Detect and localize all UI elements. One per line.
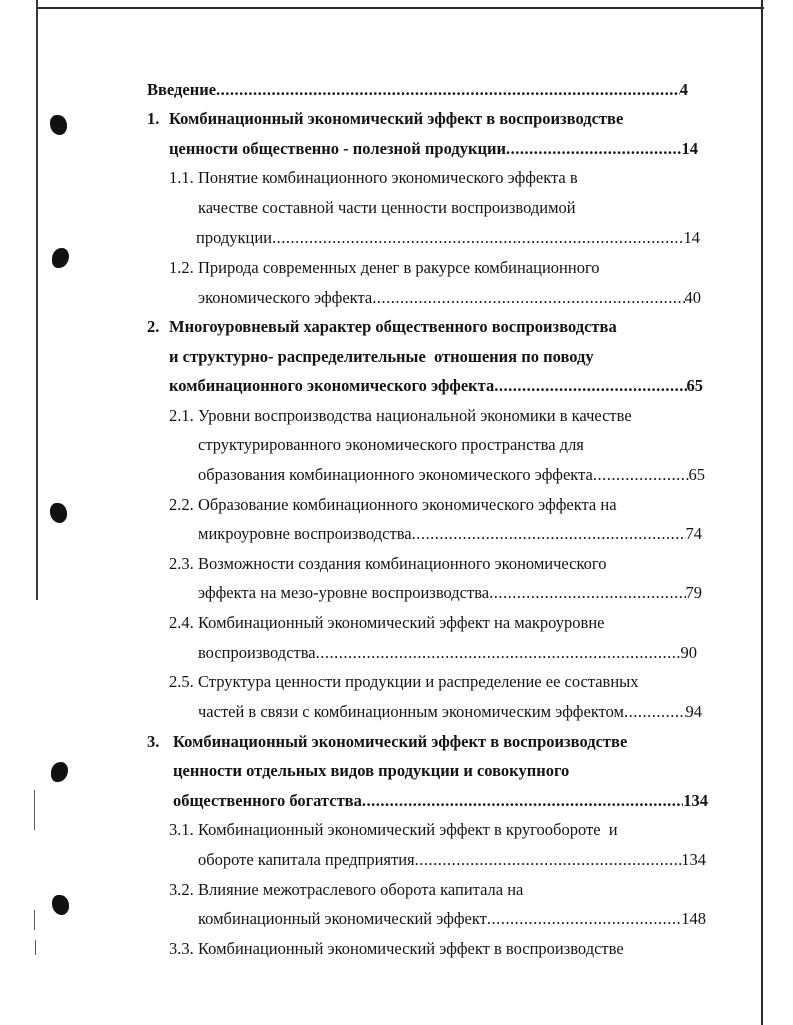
toc-entry-title: воспроизводства xyxy=(198,643,316,662)
toc-section-1-1 xyxy=(169,166,578,190)
toc-entry-title: Комбинационный экономический эффект в воспроизводстве xyxy=(173,732,628,751)
toc-entry-title: микроуровне воспроизводства xyxy=(198,524,412,543)
toc-entry-title: Структура ценности продукции и распределение ее составных xyxy=(198,672,639,691)
toc-section-3-2-line xyxy=(198,907,706,931)
toc-page-number: 65 xyxy=(688,465,705,484)
toc-section-number: 1.1. xyxy=(169,168,194,187)
toc-entry-title: Понятие комбинационного экономического эффекта в xyxy=(198,168,578,187)
toc-section-3-3 xyxy=(169,937,624,961)
toc-section-3-1-line xyxy=(198,848,706,872)
toc-section-2-5 xyxy=(169,670,639,694)
toc-section-number: 1.2. xyxy=(169,258,194,277)
toc-leader-dots xyxy=(272,226,683,250)
toc-entry-title: Возможности создания комбинационного экономического xyxy=(198,554,607,573)
toc-entry-title: ценности отдельных видов продукции и совокупного xyxy=(173,761,570,780)
toc-leader-dots xyxy=(494,374,686,398)
toc-leader-dots xyxy=(593,463,689,487)
toc-chapter-3-heading xyxy=(147,730,627,754)
toc-entry-title: Введение xyxy=(147,80,217,99)
toc-leader-dots xyxy=(624,700,686,724)
toc-leader-dots xyxy=(487,907,681,931)
toc-chapter-1-heading xyxy=(147,107,623,131)
toc-chapter-number: 2. xyxy=(147,317,160,336)
toc-section-2-3 xyxy=(169,552,607,576)
toc-chapter-2-line xyxy=(169,374,703,398)
toc-section-2-1-line xyxy=(198,463,705,487)
toc-entry-title: качестве составной части ценности воспроизводимой xyxy=(198,198,576,217)
toc-leader-dots xyxy=(362,789,683,813)
toc-entry-title: комбинационный экономический эффект xyxy=(198,909,487,928)
toc-entry-title: образования комбинационного экономического эффекта xyxy=(198,465,593,484)
toc-section-number: 2.2. xyxy=(169,495,194,514)
toc-entry-title: Природа современных денег в ракурсе комбинационного xyxy=(198,258,600,277)
toc-section-3-2 xyxy=(169,878,523,902)
toc-section-number: 3.1. xyxy=(169,820,194,839)
toc-leader-dots xyxy=(372,286,684,310)
toc-leader-dots xyxy=(506,137,681,161)
toc-chapter-3-line xyxy=(173,759,569,783)
toc-entry-intro xyxy=(147,78,688,102)
toc-page-number: 134 xyxy=(683,791,708,810)
toc-entry-title: общественного богатства xyxy=(173,791,362,810)
toc-entry-title: Влияние межотраслевого оборота капитала на xyxy=(198,880,524,899)
toc-entry-title: Комбинационный экономический эффект на макроуровне xyxy=(198,613,605,632)
toc-entry-title: обороте капитала предприятия xyxy=(198,850,415,869)
toc-page-number: 4 xyxy=(679,80,688,99)
toc-entry-title: Комбинационный экономический эффект в воспроизводстве xyxy=(198,939,624,958)
toc-chapter-1-line xyxy=(169,137,698,161)
toc-section-number: 2.3. xyxy=(169,554,194,573)
toc-entry-title: экономического эффекта xyxy=(198,288,373,307)
toc-section-1-1-line xyxy=(196,226,700,250)
toc-section-2-4-line xyxy=(198,641,697,665)
toc-entry-title: эффекта на мезо-уровне воспроизводства xyxy=(198,583,490,602)
toc-chapter-2-heading xyxy=(147,315,617,339)
toc-chapter-2-line xyxy=(169,345,594,369)
toc-entry-title: и структурно- распределительные отношения по поводу xyxy=(169,347,594,366)
toc-section-number: 2.4. xyxy=(169,613,194,632)
toc-entry-title: структурированного экономического пространства для xyxy=(198,435,584,454)
toc-chapter-3-line xyxy=(173,789,708,813)
toc-section-2-1 xyxy=(169,404,632,428)
toc-chapter-number: 3. xyxy=(147,732,160,751)
toc-section-number: 2.5. xyxy=(169,672,194,691)
toc-page-number: 94 xyxy=(685,702,702,721)
toc-leader-dots xyxy=(412,522,686,546)
toc-page-number: 90 xyxy=(680,643,697,662)
toc-entry-title: Многоуровневый характер общественного воспроизводства xyxy=(169,317,617,336)
toc-page-number: 14 xyxy=(683,228,700,247)
toc-section-3-1 xyxy=(169,818,618,842)
toc-section-2-2 xyxy=(169,493,617,517)
toc-page-number: 14 xyxy=(681,139,698,158)
toc-section-2-5-line xyxy=(198,700,702,724)
toc-page-number: 40 xyxy=(684,288,701,307)
toc-entry-title: продукции xyxy=(196,228,273,247)
toc-section-2-4 xyxy=(169,611,605,635)
toc-section-2-2-line xyxy=(198,522,702,546)
toc-entry-title: Образование комбинационного экономического эффекта на xyxy=(198,495,617,514)
toc-entry-title: комбинационного экономического эффекта xyxy=(169,376,495,395)
toc-page-number: 65 xyxy=(686,376,703,395)
toc-entry-title: частей в связи с комбинационным экономическим эффектом xyxy=(198,702,624,721)
toc-section-1-2 xyxy=(169,256,600,280)
toc-leader-dots xyxy=(489,581,685,605)
toc-section-number: 3.2. xyxy=(169,880,194,899)
toc-page-number: 74 xyxy=(685,524,702,543)
toc-section-2-1-line xyxy=(198,433,584,457)
toc-section-number: 3.3. xyxy=(169,939,194,958)
toc-leader-dots xyxy=(316,641,681,665)
toc-leader-dots xyxy=(216,78,680,102)
toc-page-number: 134 xyxy=(681,850,706,869)
toc-entry-title: Комбинационный экономический эффект в воспроизводстве xyxy=(169,109,624,128)
toc-entry-title: Комбинационный экономический эффект в кругообороте и xyxy=(198,820,618,839)
toc-section-2-3-line xyxy=(198,581,702,605)
toc-page-number: 148 xyxy=(681,909,706,928)
toc-entry-title: ценности общественно - полезной продукции xyxy=(169,139,507,158)
toc-entry-title: Уровни воспроизводства национальной экономики в качестве xyxy=(198,406,632,425)
toc-leader-dots xyxy=(415,848,682,872)
toc-section-1-1-line xyxy=(198,196,576,220)
toc-section-1-2-line xyxy=(198,286,701,310)
toc-page-number: 79 xyxy=(685,583,702,602)
toc-chapter-number: 1. xyxy=(147,109,160,128)
toc-section-number: 2.1. xyxy=(169,406,194,425)
